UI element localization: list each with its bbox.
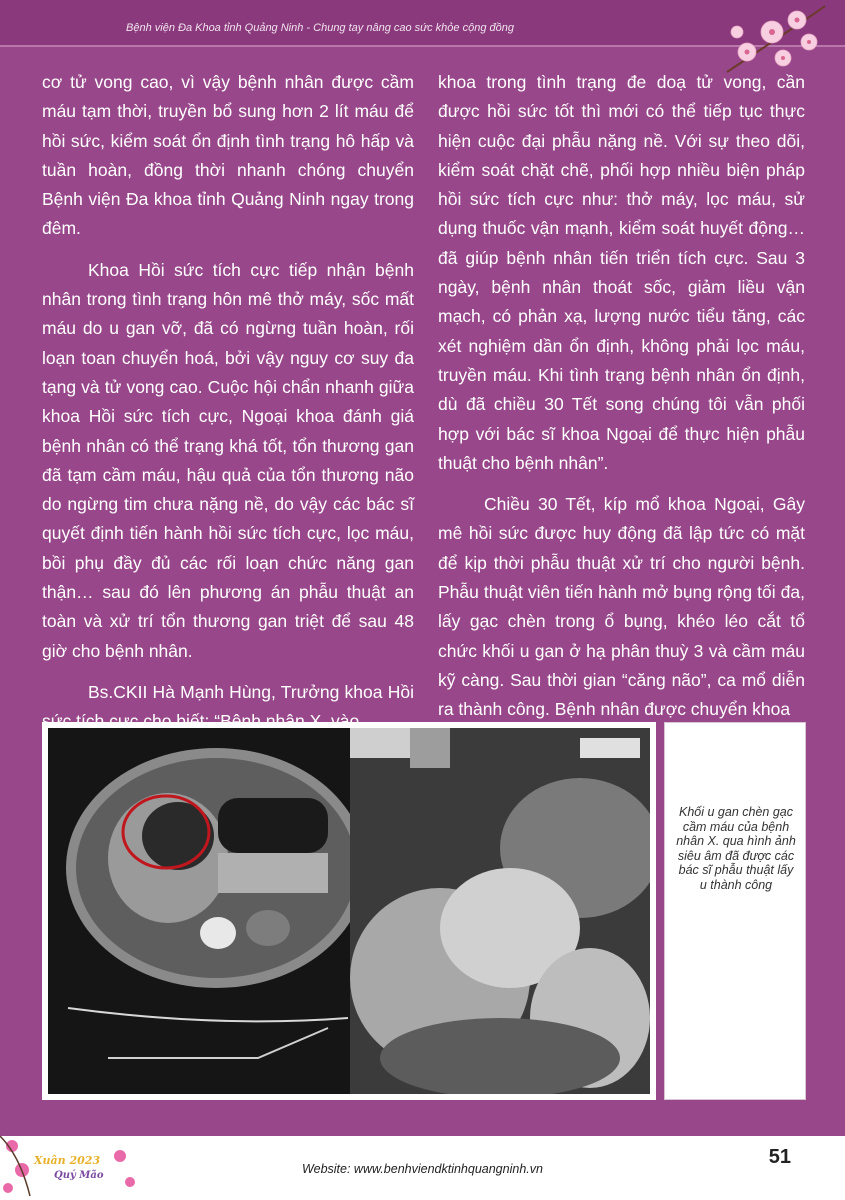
surgery-photo <box>350 728 650 1094</box>
ct-scan-image <box>48 728 384 1094</box>
paragraph: khoa trong tình trạng đe doạ tử vong, cần được hồi sức tốt thì mới có thể tiếp tục thực hiện cuộc đại phẫu nặng nề. Với sự theo dõi, kiểm soát chặt chẽ, phối hợp nhiều biện pháp hồi sức tích cực như: thở máy, lọc máu, sử dụng thuốc vận mạnh, kiểm soát huyết động… đã giúp bệnh nhân tiến triển tích cực. Sau 3 ngày, bệnh nhân thoát sốc, giảm liều vận mạch, có phản xạ, lượng nước tiểu tăng, các xét nghiệm dần ổn định, không phải lọc máu, truyền máu. Khi tình trạng bệnh nhân ổn định, dù đã chiều 30 Tết song chúng tôi vẫn phối hợp với bác sĩ khoa Ngoại để thực hiện phẫu thuật cho bệnh nhân”. <box>438 72 805 473</box>
figure-frame <box>42 722 656 1100</box>
paragraph: Bs.CKII Hà Mạnh Hùng, Trưởng khoa Hồi <box>88 681 414 702</box>
tet-year-label: Xuân 2023 <box>34 1154 101 1167</box>
article-column-right <box>438 68 805 737</box>
figure-caption: Khối u gan chèn gạc cầm máu của bệnh nhân X. qua hình ảnh siêu âm đã được các bác sĩ phẫu thuật lấy u thành công <box>676 805 796 892</box>
page-number: 51 <box>768 1146 791 1168</box>
tet-name-label: Quý Mão <box>54 1170 104 1181</box>
paragraph: Khoa Hồi sức tích cực tiếp nhận bệnh nhân trong tình trạng hôn mê thở máy, sốc mất máu do u gan vỡ, đã có ngừng tuần hoàn, rối loạn toan chuyển hoá, bởi vậy nguy cơ suy đa tạng và tử vong cao. Cuộc hội chẩn nhanh giữa khoa Hồi sức tích cực, Ngoại khoa đánh giá bệnh nhân có thể trạng khá tốt, tổn thương gan đã tạm cầm máu, hậu quả của tổn thương não do ngừng tim chưa nặng nề, do vậy các bác sĩ quyết định tiến hành hồi sức tích cực, lọc máu, bồi phụ đầy đủ các rối loạn chức năng gan thận… sau đó lên phương án phẫu thuật an toàn và xử trí tổn thương gan triệt để sau 48 giờ cho bệnh nhân. <box>42 259 414 661</box>
article-column-left <box>42 68 414 749</box>
paragraph: Chiều 30 Tết, kíp mổ khoa Ngoại, Gây mê hồi sức được huy động đã lập tức có mặt để kịp thời phẫu thuật xử trí cho người bệnh. Phẫu thuật viên tiến hành mở bụng rộng tối đa, lấy gạc chèn trong ổ bụng, khéo léo cắt tổ chức khối u gan ở hạ phân thuỳ 3 và cầm máu kỹ càng. Sau thời gian “căng não”, ca mổ diễn ra thành công. Bệnh nhân được chuyển khoa <box>438 494 805 720</box>
header-title: Bệnh viện Đa Khoa tỉnh Quảng Ninh - Chung tay nâng cao sức khỏe cộng đồng <box>126 22 514 34</box>
figure-caption-box <box>664 722 806 1100</box>
website-url: Website: www.benhviendktinhquangninh.vn <box>302 1162 543 1176</box>
paragraph: cơ tử vong cao, vì vậy bệnh nhân được cầm máu tạm thời, truyền bổ sung hơn 2 lít máu để hồi sức, kiểm soát ổn định tình trạng hô hấp và tuần hoàn, đồng thời nhanh chóng chuyển Bệnh viện Đa khoa tỉnh Quảng Ninh ngay trong đêm. <box>42 72 414 239</box>
